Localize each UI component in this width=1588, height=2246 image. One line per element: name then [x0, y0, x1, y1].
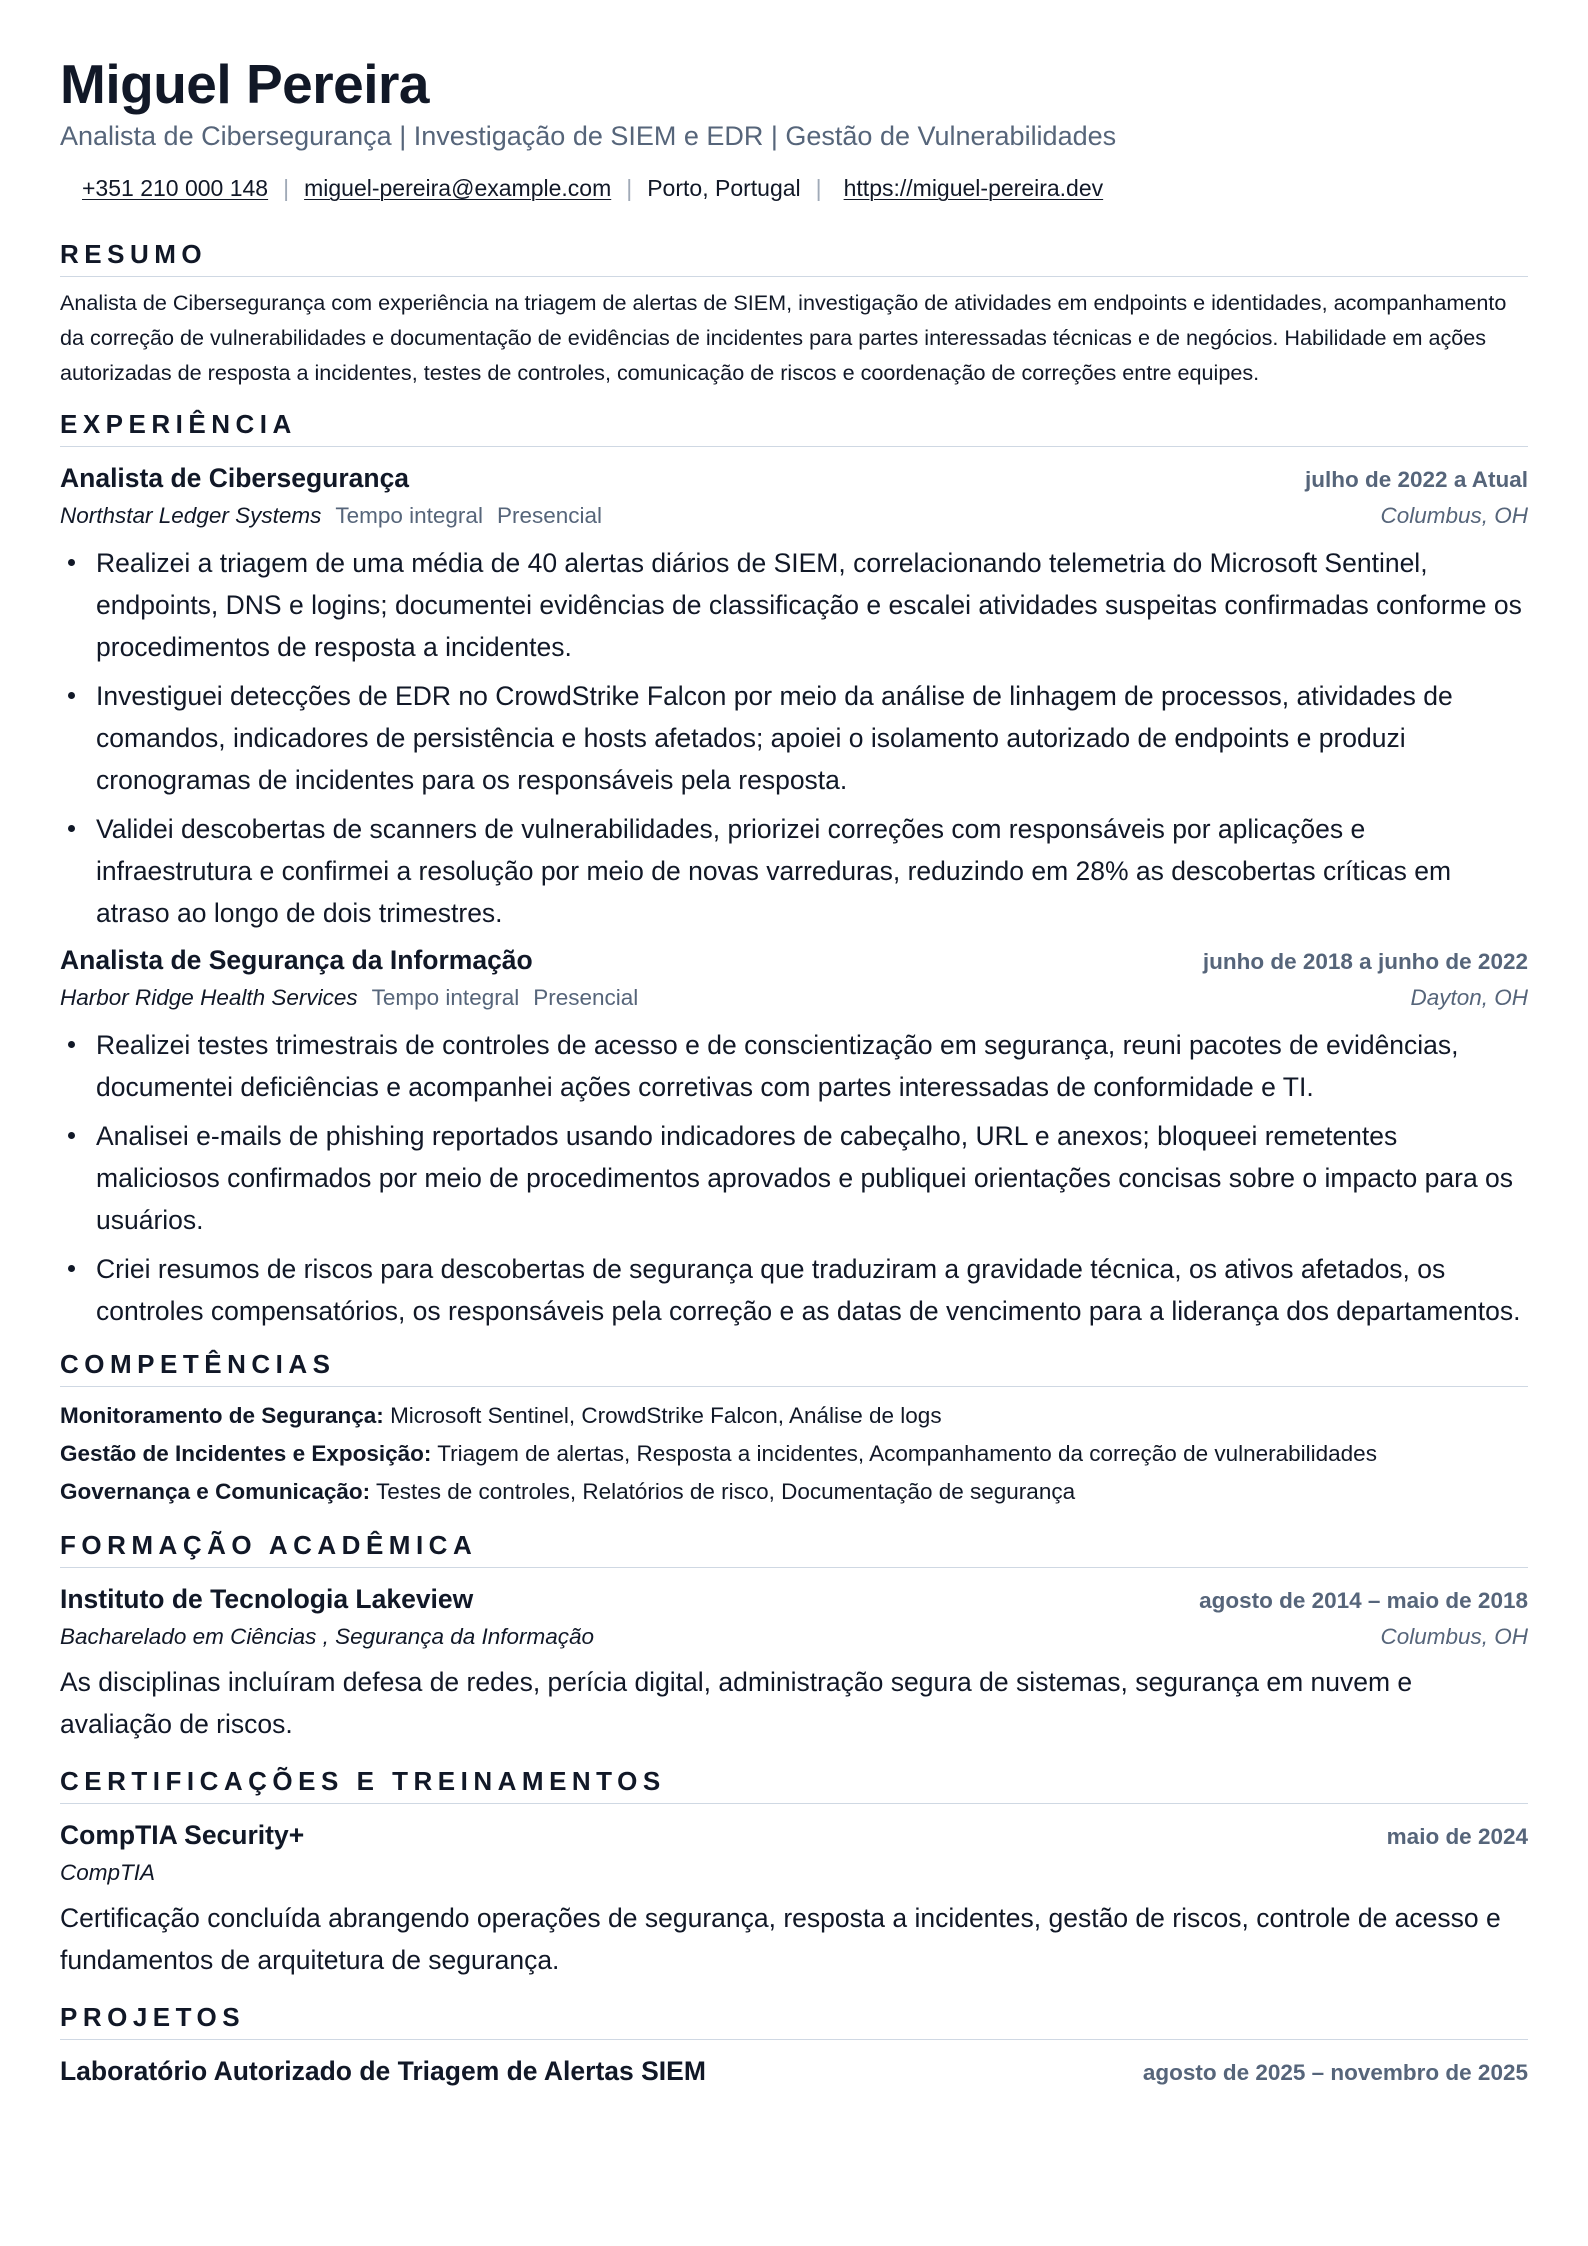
job-dates: julho de 2022 a Atual [1305, 467, 1528, 492]
degree-name: Bacharelado em Ciências , Segurança da Informação [60, 1624, 595, 1649]
contact-separator: | [283, 175, 290, 201]
education-location: Columbus, OH [1380, 1624, 1528, 1649]
project-entry [60, 2052, 1528, 2092]
job-type: Tempo integral [335, 503, 483, 528]
projects-heading: PROJETOS [60, 2001, 1528, 2040]
skill-group [60, 1435, 1528, 1473]
job-bullets [60, 1024, 1528, 1332]
education-entry [60, 1580, 1528, 1745]
education-section [60, 1529, 1528, 1745]
skill-group-items: Microsoft Sentinel, CrowdStrike Falcon, Análise de logs [390, 1403, 942, 1428]
email-link[interactable]: miguel-pereira@example.com [304, 175, 612, 201]
job-entry [60, 459, 1528, 934]
skill-group-label: Governança e Comunicação: [60, 1479, 371, 1504]
candidate-name: Miguel Pereira [60, 53, 429, 115]
certification-entry [60, 1816, 1528, 1981]
contact-separator: | [626, 175, 633, 201]
phone-link[interactable]: +351 210 000 148 [82, 175, 269, 201]
job-mode: Presencial [496, 503, 603, 528]
job-location: Columbus, OH [1380, 503, 1528, 528]
skill-group-items: Triagem de alertas, Resposta a incidentes, Acompanhamento da correção de vulnerabilidades [437, 1441, 1377, 1466]
skill-group-items: Testes de controles, Relatórios de risco, Documentação de segurança [375, 1479, 1076, 1504]
job-entry [60, 941, 1528, 1332]
summary-heading: RESUMO [60, 238, 1528, 277]
job-role: Analista de Cibersegurança [60, 463, 410, 493]
school-name: Instituto de Tecnologia Lakeview [60, 1584, 474, 1614]
skill-group [60, 1473, 1528, 1511]
job-dates: junho de 2018 a junho de 2022 [1202, 949, 1528, 974]
experience-heading: EXPERIÊNCIA [60, 408, 1528, 447]
skill-group-label: Gestão de Incidentes e Exposição: [60, 1441, 432, 1466]
job-bullet: Validei descobertas de scanners de vulnerabilidades, priorizei correções com responsáveis por aplicações e infraestrutura e confirmei a resolução por meio de novas varreduras, reduzindo em 28% as descobertas críticas em atraso ao longo de dois trimestres. [60, 808, 1528, 934]
certification-description: Certificação concluída abrangendo operações de segurança, resposta a incidentes, gestão de riscos, controle de acesso e fundamentos de arquitetura de segurança. [60, 1903, 1501, 1975]
contact-separator: | [815, 175, 822, 201]
job-bullet: Investiguei detecções de EDR no CrowdStrike Falcon por meio da análise de linhagem de processos, atividades de comandos, indicadores de persistência e hosts afetados; apoiei o isolamento autorizado de endpoints e produzi cronogramas de incidentes para os responsáveis pela resposta. [60, 675, 1528, 801]
job-type: Tempo integral [371, 985, 520, 1010]
summary-text: Analista de Cibersegurança com experiência na triagem de alertas de SIEM, investigação de atividades em endpoints e identidades, acompanhamento da correção de vulnerabilidades e documentação de evidências de incidentes para partes interessadas técnicas e de negócios. Habilidade em ações autorizadas de resposta a incidentes, testes de controles, comunicação de riscos e coordenação de correções entre equipes. [60, 290, 1507, 385]
resume-header [60, 52, 1528, 204]
education-dates: agosto de 2014 – maio de 2018 [1199, 1588, 1528, 1613]
certifications-heading: CERTIFICAÇÕES E TREINAMENTOS [60, 1765, 1528, 1804]
job-company: Harbor Ridge Health Services [60, 985, 358, 1010]
project-dates: agosto de 2025 – novembro de 2025 [1142, 2060, 1528, 2085]
skills-section [60, 1348, 1528, 1511]
skill-group-label: Monitoramento de Segurança: [60, 1403, 384, 1428]
skill-group [60, 1397, 1528, 1435]
skills-heading: COMPETÊNCIAS [60, 1348, 1528, 1387]
location-text: Porto, Portugal [647, 175, 801, 201]
candidate-headline: Analista de Cibersegurança | Investigação de SIEM e EDR | Gestão de Vulnerabilidades [60, 121, 1117, 151]
skills-list [60, 1397, 1528, 1511]
certification-date: maio de 2024 [1386, 1824, 1528, 1849]
job-bullet: Realizei testes trimestrais de controles de acesso e de conscientização em segurança, reuni pacotes de evidências, documentei deficiências e acompanhei ações corretivas com partes interessadas de conformidade e TI. [60, 1024, 1528, 1108]
job-bullets [60, 542, 1528, 934]
certifications-section [60, 1765, 1528, 1981]
experience-section [60, 408, 1528, 1332]
projects-section [60, 2001, 1528, 2092]
job-company: Northstar Ledger Systems [60, 503, 322, 528]
education-description: As disciplinas incluíram defesa de redes, perícia digital, administração segura de sistemas, segurança em nuvem e avaliação de riscos. [60, 1667, 1413, 1739]
job-role: Analista de Segurança da Informação [60, 945, 533, 975]
job-bullet: Realizei a triagem de uma média de 40 alertas diários de SIEM, correlacionando telemetria do Microsoft Sentinel, endpoints, DNS e logins; documentei evidências de classificação e escalei atividades suspeitas confirmadas conforme os procedimentos de resposta a incidentes. [60, 542, 1528, 668]
education-heading: FORMAÇÃO ACADÊMICA [60, 1529, 1528, 1568]
job-mode: Presencial [533, 985, 639, 1010]
job-bullet: Analisei e-mails de phishing reportados usando indicadores de cabeçalho, URL e anexos; bloqueei remetentes maliciosos confirmados por meio de procedimentos aprovados e publiquei orientações concisas sobre o impacto para os usuários. [60, 1115, 1528, 1241]
job-bullet: Criei resumos de riscos para descobertas de segurança que traduziram a gravidade técnica, os ativos afetados, os controles compensatórios, os responsáveis pela correção e as datas de vencimento para a liderança dos departamentos. [60, 1248, 1528, 1332]
job-location: Dayton, OH [1410, 985, 1528, 1010]
website-link[interactable]: https://miguel-pereira.dev [843, 175, 1104, 201]
summary-section [60, 238, 1528, 390]
contact-line [60, 172, 1528, 204]
project-name: Laboratório Autorizado de Triagem de Alertas SIEM [60, 2056, 706, 2086]
certification-name: CompTIA Security+ [60, 1820, 305, 1850]
certification-issuer: CompTIA [60, 1860, 156, 1885]
